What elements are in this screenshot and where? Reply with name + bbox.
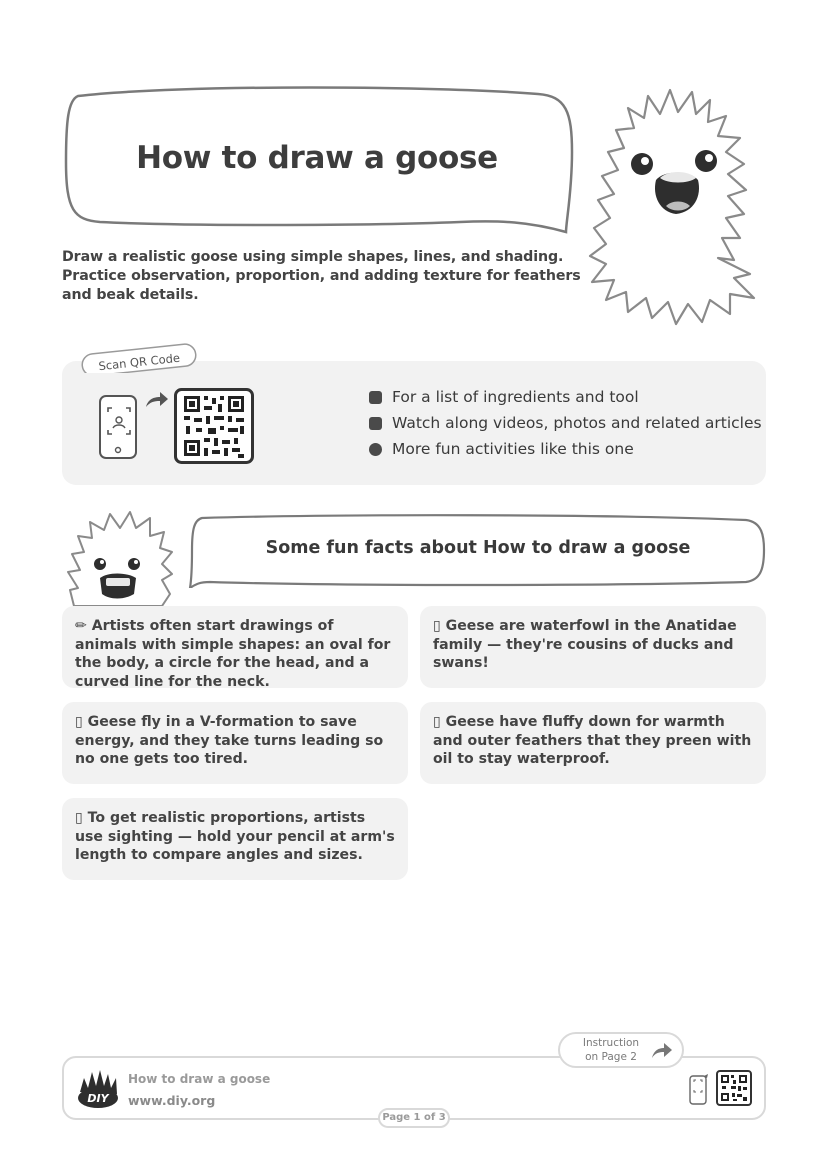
smiley-icon [369, 443, 382, 456]
qr-item-ingredients [369, 388, 639, 406]
qr-item-label: More fun activities like this one [392, 440, 634, 458]
phone-icon [98, 394, 140, 462]
small-yeti-mascot-illustration [64, 508, 176, 606]
qr-item-activities [369, 440, 634, 458]
scan-qr-label-bubble [80, 343, 198, 373]
fact-card: ▯ Geese have fluffy down for warmth and outer feathers that they preen with oil to stay waterproof. [420, 702, 766, 784]
fact-card: ✏ Artists often start drawings of animals with simple shapes: an oval for the body, a circle for the head, and a curved line for the neck. [62, 606, 408, 688]
play-icon [369, 417, 382, 430]
arrow-right-icon [144, 389, 170, 409]
diy-logo [76, 1068, 120, 1110]
fact-card: ▯ To get realistic proportions, artists use sighting — hold your pencil at arm's length to compare angles and sizes. [62, 798, 408, 880]
arrow-right-icon [650, 1040, 674, 1060]
scan-qr-label: Scan QR Code [97, 350, 181, 373]
list-icon [369, 391, 382, 404]
fact-card: ▯ Geese are waterfowl in the Anatidae family — they're cousins of ducks and swans! [420, 606, 766, 688]
footer-url-link[interactable]: www.diy.org [128, 1093, 216, 1108]
qr-item-label: For a list of ingredients and tool [392, 388, 639, 406]
qr-code-icon[interactable] [174, 388, 254, 464]
instruction-line-1: Instruction [582, 1037, 640, 1049]
yeti-mascot-illustration [584, 78, 766, 328]
instruction-line-2: on Page 2 [585, 1051, 637, 1063]
intro-text: Draw a realistic goose using simple shapes, lines, and shading. Practice observation, proportion, and adding texture for feathers and beak details. [62, 249, 581, 303]
instruction-label [576, 1036, 646, 1064]
phone-icon [688, 1074, 710, 1106]
page-indicator: Page 1 of 3 [378, 1108, 450, 1128]
facts-heading: Some fun facts about How to draw a goose [265, 538, 691, 558]
footer-title: How to draw a goose [128, 1072, 271, 1086]
qr-item-label: Watch along videos, photos and related articles [392, 414, 762, 432]
fact-card: ▯ Geese fly in a V-formation to save energy, and they take turns leading so no one gets too tired. [62, 702, 408, 784]
qr-code-icon[interactable] [716, 1070, 752, 1106]
qr-item-videos [369, 414, 762, 432]
svg-text:DIY: DIY [87, 1092, 109, 1105]
page-title: How to draw a goose [136, 140, 498, 176]
